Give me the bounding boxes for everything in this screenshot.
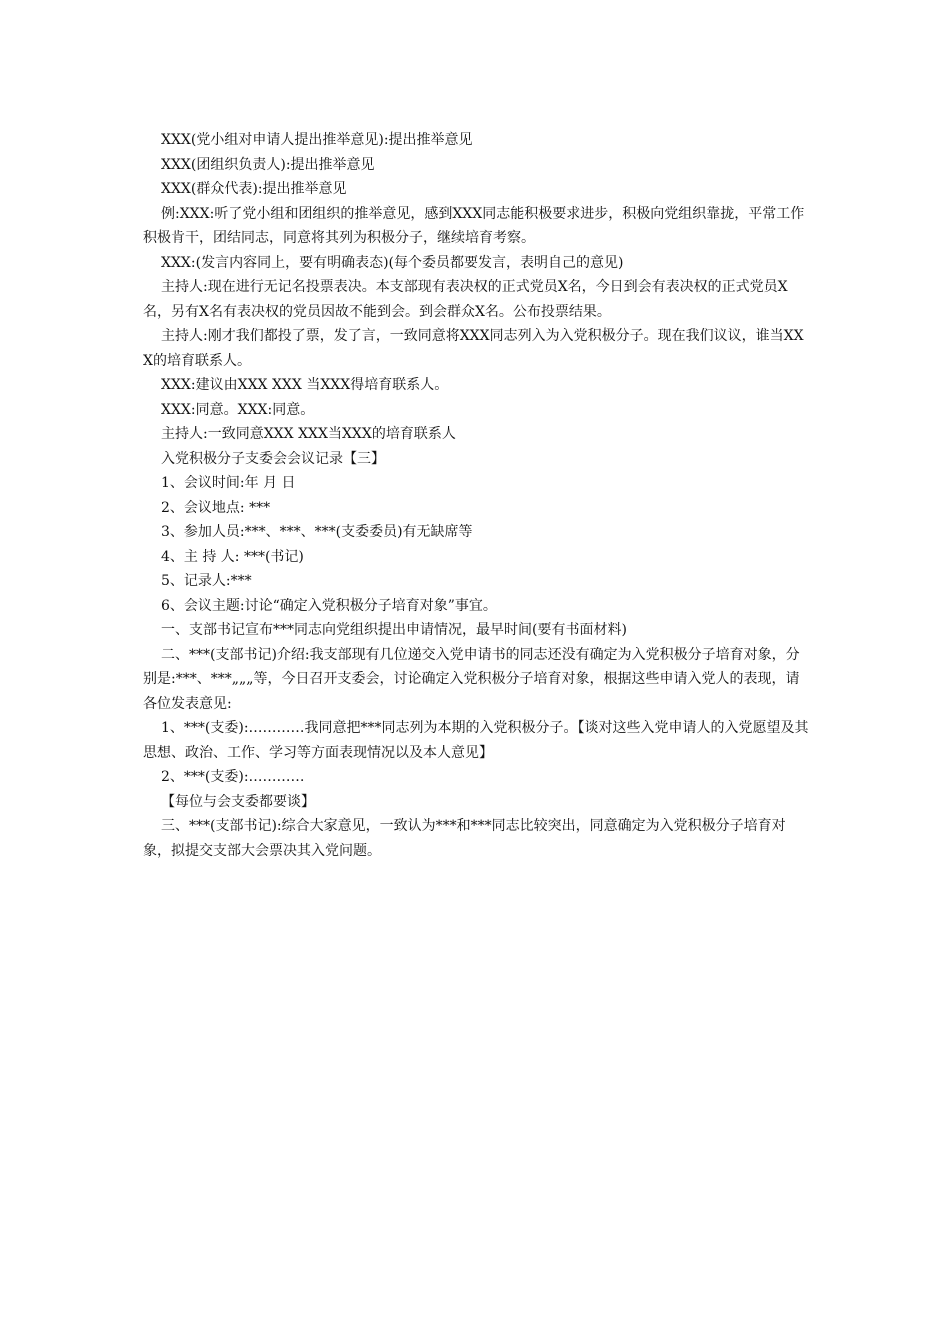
- agenda-item-3: 三、***(支部书记):综合大家意见，一致认为***和***同志比较突出，同意确定为入党积极分子培育对象，拟提交支部大会票决其入党问题。: [143, 818, 786, 859]
- paragraph-9: XXX:同意。XXX:同意。: [161, 401, 315, 418]
- paragraph-10: 主持人:一致同意XXX XXX当XXX的培育联系人: [161, 426, 456, 442]
- paragraph-3: XXX(群众代表):提出推举意见: [161, 181, 347, 197]
- meeting-topic: 6、会议主题:讨论“确定入党积极分子培育对象”事宜。: [161, 597, 497, 614]
- agenda-item-2: 二、***(支部书记)介绍:我支部现有几位递交入党申请书的同志还没有确定为入党积极分子培育对象，分别是:***、***„„„等，今日召开支委会，讨论确定入党积极分子培育对象，根据这些申请入党人的表现，请各位发表意见:: [143, 646, 800, 712]
- paragraph-5: XXX:(发言内容同上，要有明确表态)(每个委员都要发言，表明自己的意见): [161, 254, 624, 271]
- committee-remark-1: 1、***(支委):…………我同意把***同志列为本期的入党积极分子。【谈对这些入党申请人的入党愿望及其思想、政治、工作、学习等方面表现情况以及本人意见】: [143, 720, 809, 761]
- paragraph-1: XXX(党小组对申请人提出推举意见):提出推举意见: [161, 132, 473, 148]
- agenda-item-1: 一、支部书记宣布***同志向党组织提出申请情况，最早时间(要有书面材料): [161, 622, 627, 638]
- paragraph-7: 主持人:刚才我们都投了票，发了言，一致同意将XXX同志列入为入党积极分子。现在我们议议，谁当XXX的培育联系人。: [143, 328, 804, 369]
- committee-remark-2: 2、***(支委):…………: [161, 769, 305, 785]
- paragraph-6: 主持人:现在进行无记名投票表决。本支部现有表决权的正式党员X名，今日到会有表决权的正式党员X名，另有X名有表决权的党员因故不能到会。到会群众X名。公布投票结果。: [143, 279, 788, 320]
- meeting-time: 1、会议时间:年 月 日: [161, 475, 296, 491]
- committee-note: 【每位与会支委都要谈】: [161, 793, 315, 810]
- meeting-host: 4、主 持 人: ***(书记): [161, 548, 304, 565]
- meeting-location: 2、会议地点: ***: [161, 499, 271, 516]
- paragraph-8: XXX:建议由XXX XXX 当XXX得培育联系人。: [161, 377, 449, 393]
- paragraph-4: 例:XXX:听了党小组和团组织的推举意见，感到XXX同志能积极要求进步，积极向党组织靠拢，平常工作积极肯干，团结同志，同意将其列为积极分子，继续培育考察。: [143, 205, 805, 246]
- meeting-recorder: 5、记录人:***: [161, 573, 252, 589]
- paragraph-2: XXX(团组织负责人):提出推举意见: [161, 156, 375, 173]
- section-heading: 入党积极分子支委会会议记录【三】: [161, 450, 385, 467]
- document-body: [143, 128, 813, 863]
- meeting-attendees: 3、参加人员:***、***、***(支委委员)有无缺席等: [161, 524, 473, 540]
